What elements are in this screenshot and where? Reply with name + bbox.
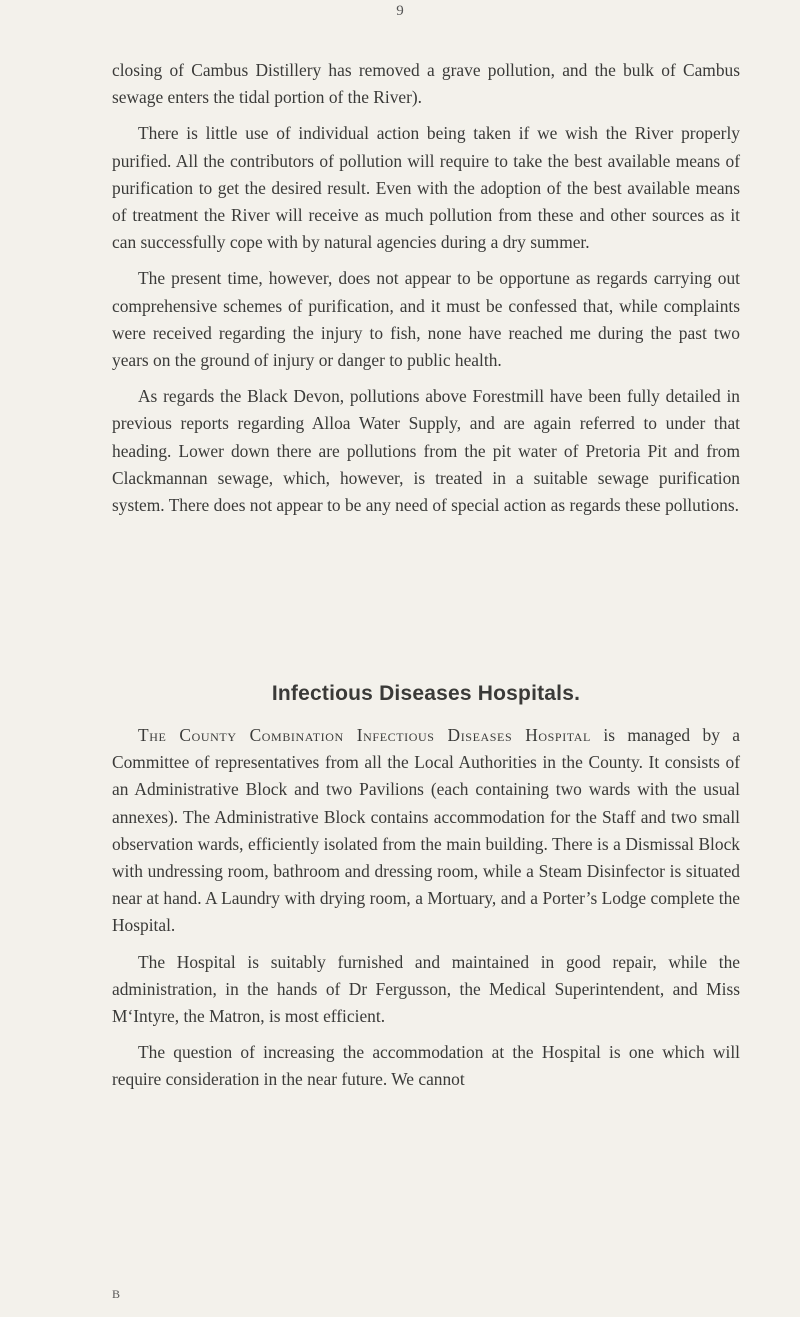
paragraph-continuation: closing of Cambus Distillery has removed a grave pollution, and the bulk of Cambus sewage enters the tidal portion of the River). — [112, 60, 740, 108]
signature-mark: B — [112, 1287, 121, 1301]
paragraph-black-devon: As regards the Black Devon, pollutions above Forestmill have been fully detailed in previous reports regarding Alloa Water Supply, and are again referred to under that heading. Lower down there are pollutions from the pit water of Pretoria Pit and from Clackmannan sewage, which, however, is treated in a suitable sewage purification system. There does not appear to be any need of special action as regards these pollutions. — [112, 386, 740, 516]
paragraph-hospital-maintenance: The Hospital is suitably furnished and maintained in good repair, while the administration, in the hands of Dr Fergusson, the Medical Superintendent, and Miss M‘Intyre, the Matron, is most efficient. — [112, 951, 740, 1027]
paragraph-present-time: The present time, however, does not appear to be opportune as regards carrying out comprehensive schemes of purification, and it must be confessed that, while complaints were received regarding the injury to fish, none have reached me during the past two years on the ground of injury or danger to public health. — [112, 268, 740, 371]
hospital-name-small-caps: The County Combination Infectious Diseases Hospital — [138, 725, 591, 745]
hospital-description-text: is managed by a Committee of representatives from all the Local Authorities in the County. It consists of an Administrative Block and two Pavilions (each containing two wards with the usual annexes). The Administrative Block contains accommodation for the Staff and two small observation wards, efficiently isolated from the main building. There is a Dismissal Block with undressing room, bathroom and dressing room, while a Steam Disinfector is situated near at hand. A Laundry with drying room, a Mortuary, and a Porter’s Lodge complete the Hospital. — [112, 725, 741, 936]
body-text-hospitals — [112, 722, 740, 1094]
body-text-top — [112, 57, 740, 519]
page-number: 9 — [396, 3, 404, 19]
section-heading: Infectious Diseases Hospitals. — [271, 682, 581, 705]
paragraph-hospital-description — [112, 722, 740, 940]
paragraph-river-purification: There is little use of individual action being taken if we wish the River properly purified. All the contributors of pollution will require to take the best available means of purification to get the desired result. Even with the adoption of the best available means of treatment the River will receive as much pollution from these and other sources as it can successfully cope with by natural agencies during a dry summer. — [112, 123, 740, 253]
paragraph-accommodation: The question of increasing the accommodation at the Hospital is one which will require consideration in the near future. We cannot — [112, 1042, 740, 1090]
